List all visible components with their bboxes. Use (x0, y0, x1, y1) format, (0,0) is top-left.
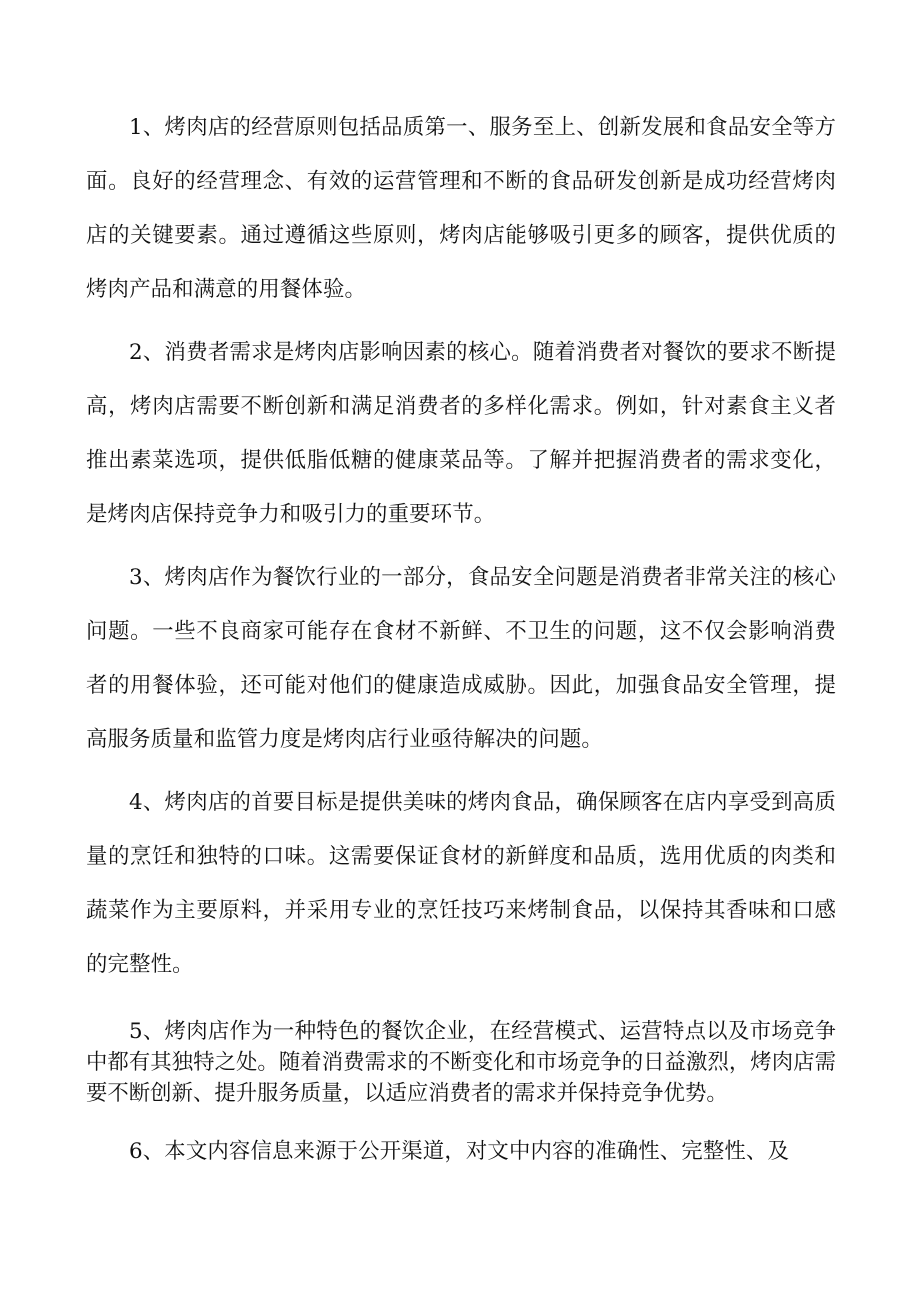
paragraph-2: 2、消费者需求是烤肉店影响因素的核心。随着消费者对餐饮的要求不断提高，烤肉店需要不断创新和满足消费者的多样化需求。例如，针对素食主义者推出素菜选项，提供低脂低糖的健康菜品等。了解并把握消费者的需求变化，是烤肉店保持竞争力和吸引力的重要环节。 (86, 340, 836, 527)
paragraph-5: 5、烤肉店作为一种特色的餐饮企业，在经营模式、运营特点以及市场竞争中都有其独特之处。随着消费需求的不断变化和市场竞争的日益激烈，烤肉店需要不断创新、提升服务质量，以适应消费者的需求并保持竞争优势。 (86, 1019, 836, 1106)
paragraph-1: 1、烤肉店的经营原则包括品质第一、服务至上、创新发展和食品安全等方面。良好的经营理念、有效的运营管理和不断的食品研发创新是成功经营烤肉店的关键要素。通过遵循这些原则，烤肉店能够吸引更多的顾客，提供优质的烤肉产品和满意的用餐体验。 (86, 115, 836, 302)
paragraph-3: 3、烤肉店作为餐饮行业的一部分，食品安全问题是消费者非常关注的核心问题。一些不良商家可能存在食材不新鲜、不卫生的问题，这不仅会影响消费者的用餐体验，还可能对他们的健康造成威胁。因此，加强食品安全管理，提高服务质量和监管力度是烤肉店行业亟待解决的问题。 (86, 565, 836, 752)
paragraph-4: 4、烤肉店的首要目标是提供美味的烤肉食品，确保顾客在店内享受到高质量的烹饪和独特的口味。这需要保证食材的新鲜度和品质，选用优质的肉类和蔬菜作为主要原料，并采用专业的烹饪技巧来烤制食品，以保持其香味和口感的完整性。 (86, 790, 836, 977)
paragraph-6: 6、本文内容信息来源于公开渠道，对文中内容的准确性、完整性、及 (129, 1139, 789, 1164)
